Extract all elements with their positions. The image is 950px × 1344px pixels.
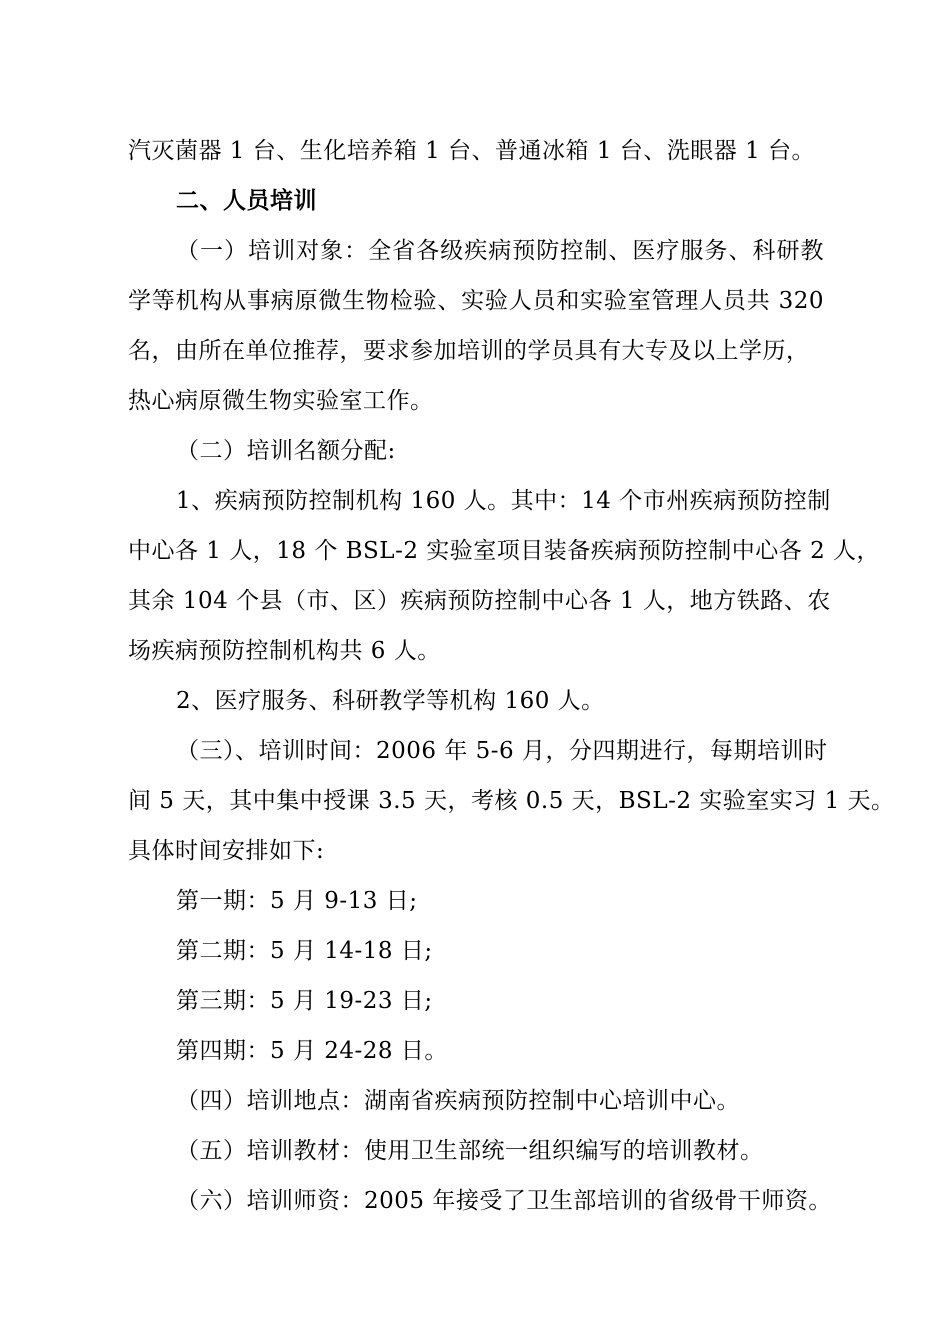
- paragraph-training-time-line-3: 具体时间安排如下:: [128, 838, 325, 864]
- paragraph-training-target-line-3: 名，由所在单位推荐，要求参加培训的学员具有大专及以上学历，: [128, 338, 810, 364]
- paragraph-training-materials: （五）培训教材：使用卫生部统一组织编写的培训教材。: [176, 1138, 764, 1164]
- paragraph-medical-quota: 2、医疗服务、科研教学等机构 160 人。: [176, 688, 605, 714]
- schedule-period-3: 第三期：5 月 19-23 日;: [176, 988, 433, 1014]
- paragraph-training-time-line-2: 间 5 天，其中集中授课 3.5 天，考核 0.5 天，BSL-2 实验室实习 1 天。: [128, 788, 895, 814]
- text-line-equipment-end: 汽灭菌器 1 台、生化培养箱 1 台、普通冰箱 1 台、洗眼器 1 台。: [128, 138, 816, 164]
- schedule-period-2: 第二期：5 月 14-18 日;: [176, 938, 433, 964]
- schedule-period-1: 第一期：5 月 9-13 日;: [176, 888, 418, 914]
- paragraph-training-target-line-4: 热心病原微生物实验室工作。: [128, 388, 434, 414]
- paragraph-training-time-line-1: （三）、培训时间：2006 年 5-6 月，分四期进行，每期培训时: [176, 738, 828, 764]
- paragraph-cdc-quota-line-4: 场疾病预防控制机构共 6 人。: [128, 638, 441, 664]
- paragraph-training-target-line-1: （一）培训对象：全省各级疾病预防控制、医疗服务、科研教: [176, 238, 824, 264]
- paragraph-cdc-quota-line-3: 其余 104 个县（市、区）疾病预防控制中心各 1 人，地方铁路、农: [128, 588, 831, 614]
- paragraph-cdc-quota-line-2: 中心各 1 人，18 个 BSL-2 实验室项目装备疾病预防控制中心各 2 人，: [128, 538, 881, 564]
- paragraph-training-teachers: （六）培训师资：2005 年接受了卫生部培训的省级骨干师资。: [176, 1188, 832, 1214]
- paragraph-cdc-quota-line-1: 1、疾病预防控制机构 160 人。其中：14 个市州疾病预防控制: [176, 488, 831, 514]
- paragraph-training-location: （四）培训地点：湖南省疾病预防控制中心培训中心。: [176, 1088, 740, 1114]
- schedule-period-4: 第四期：5 月 24-28 日。: [176, 1038, 448, 1064]
- paragraph-quota-heading: （二）培训名额分配:: [176, 438, 396, 464]
- section-heading-personnel-training: 二、人员培训: [176, 187, 317, 214]
- paragraph-training-target-line-2: 学等机构从事病原微生物检验、实验人员和实验室管理人员共 320: [128, 288, 824, 314]
